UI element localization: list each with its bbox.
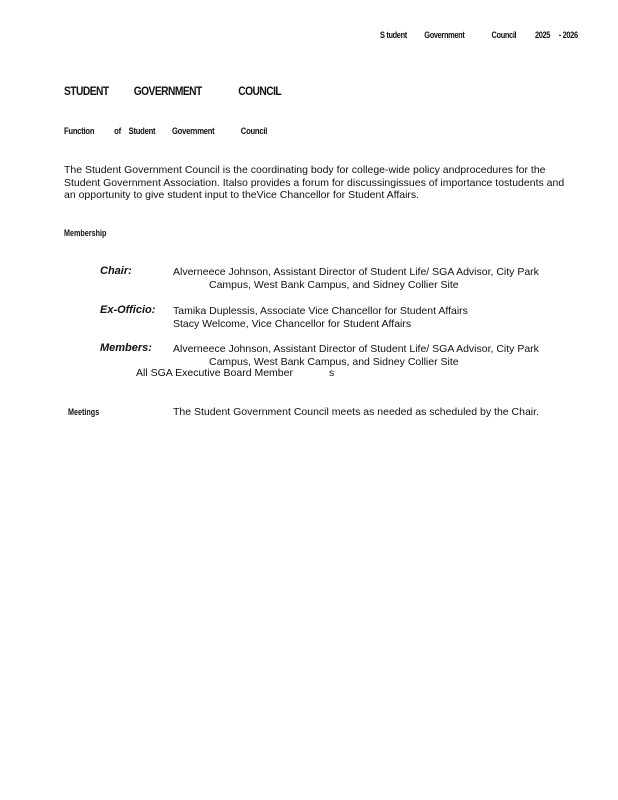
subtitle-word: of	[114, 126, 121, 136]
membership-heading: Membership	[64, 228, 107, 238]
title-word: GOVERNMENT	[133, 84, 202, 98]
members-entry	[173, 343, 539, 368]
title-word: COUNCIL	[238, 84, 282, 98]
members-extra-suffix: s	[328, 367, 335, 379]
chair-role-label: Chair:	[100, 265, 132, 277]
members-role-label: Members:	[100, 342, 152, 354]
section-heading	[64, 126, 267, 136]
chair-line: Campus, West Bank Campus, and Sidney Collier Site	[209, 278, 459, 291]
subtitle-word: Student	[128, 126, 156, 136]
running-header	[380, 30, 578, 40]
subtitle-word: Government	[171, 126, 215, 136]
subtitle-word: Council	[240, 126, 268, 136]
members-extra-text: All SGA Executive Board Member	[136, 367, 293, 379]
chair-line: Alverneece Johnson, Assistant Director of Student Life/ SGA Advisor, City Park	[173, 266, 539, 278]
description-paragraph: The Student Government Council is the coordinating body for college-wide policy andprocedures for the Student Government Association. Italso provides a forum for discussingissues of importance tostudents and an opportunity to give student input to theVice Chancellor for Student Affairs.	[64, 164, 565, 201]
members-extra-line	[136, 367, 334, 379]
header-word: S tudent	[380, 30, 407, 40]
title-word: STUDENT	[64, 84, 109, 98]
ex-officio-entry	[173, 305, 468, 330]
header-word: 2025	[534, 30, 551, 40]
meetings-text: The Student Government Council meets as needed as scheduled by the Chair.	[173, 406, 539, 418]
meetings-heading: Meetings	[68, 407, 100, 417]
header-word: Government	[424, 30, 465, 40]
header-word: - 2026	[558, 30, 578, 40]
ex-officio-role-label: Ex-Officio:	[100, 304, 156, 316]
subtitle-word: Function	[64, 126, 95, 136]
chair-entry	[173, 266, 539, 291]
ex-officio-line: Tamika Duplessis, Associate Vice Chancellor for Student Affairs	[173, 305, 468, 317]
ex-officio-line: Stacy Welcome, Vice Chancellor for Student Affairs	[173, 317, 412, 330]
members-line: Campus, West Bank Campus, and Sidney Collier Site	[209, 355, 459, 368]
members-line: Alverneece Johnson, Assistant Director of Student Life/ SGA Advisor, City Park	[173, 343, 539, 355]
page-title	[64, 84, 281, 98]
header-word: Council	[491, 30, 517, 40]
